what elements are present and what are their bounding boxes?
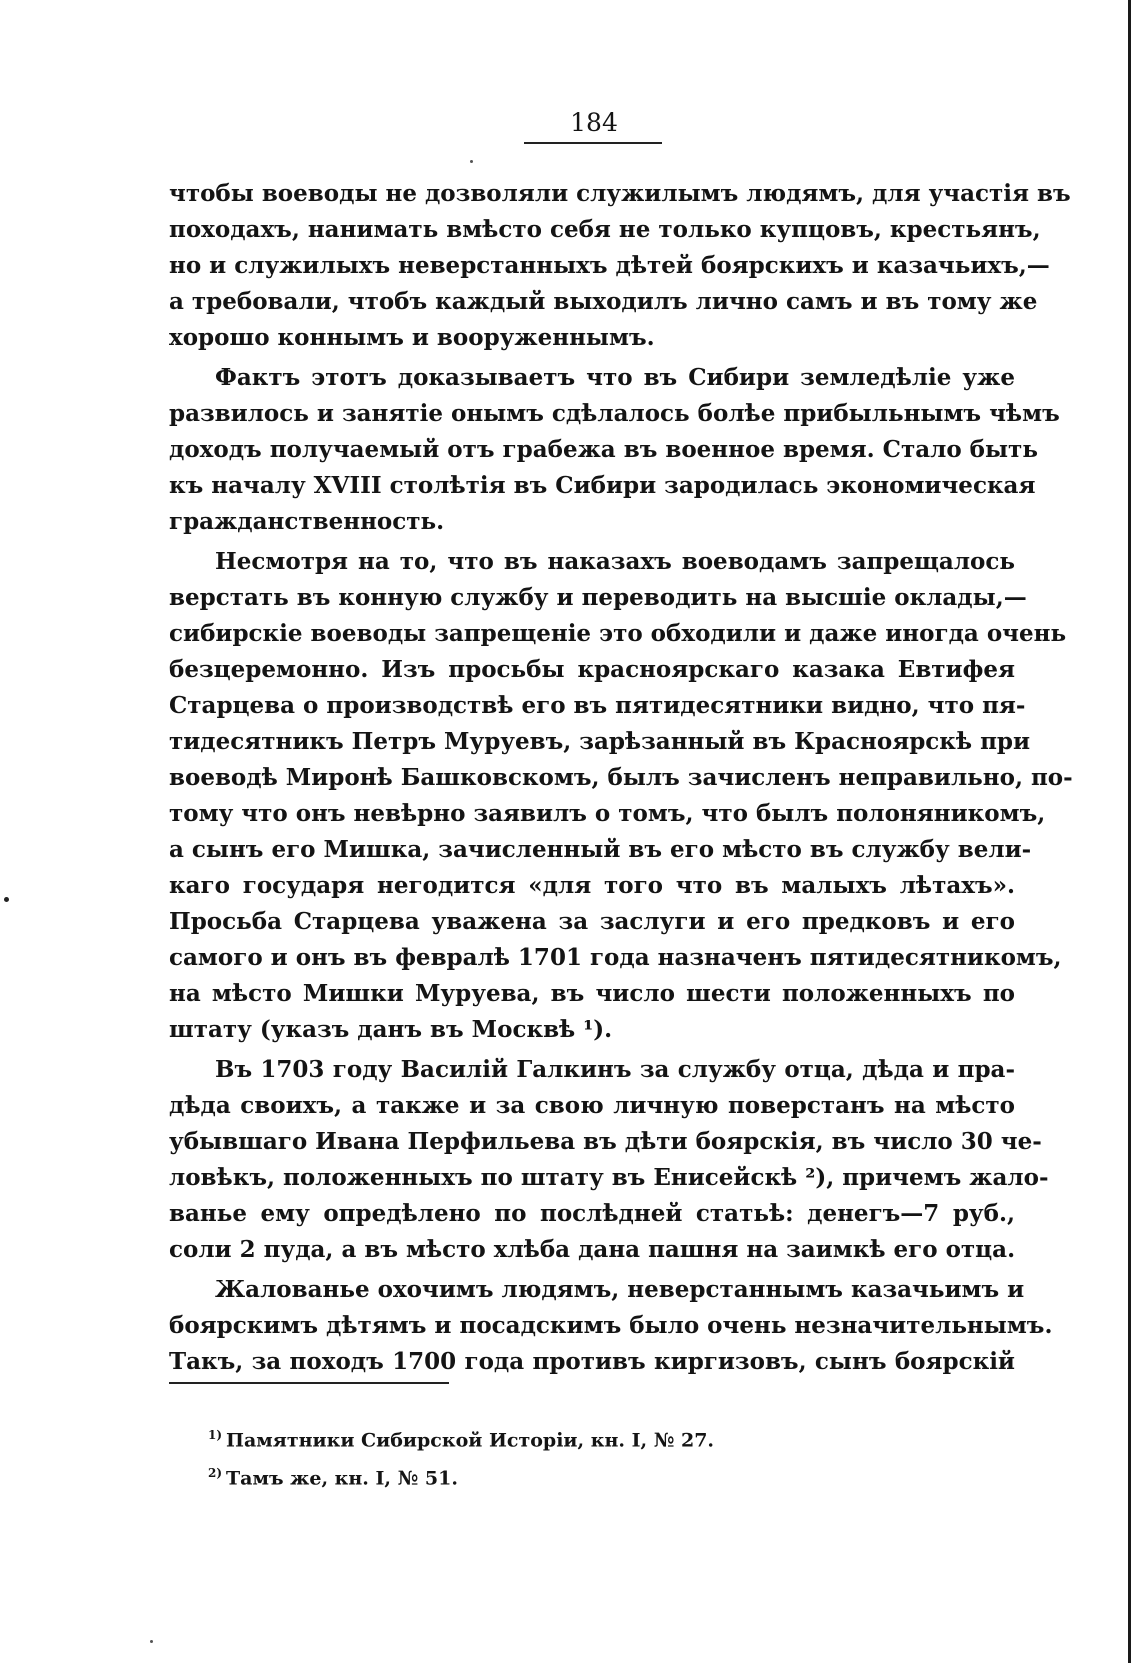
paragraph	[169, 544, 1073, 1048]
footnote-rule	[169, 1382, 449, 1384]
paragraph	[169, 176, 1071, 356]
footnote	[208, 1457, 908, 1495]
paragraph	[169, 1052, 1049, 1268]
text-line: каго государя негодится «для того что въ малыхъ лѣтахъ».	[169, 872, 1015, 899]
footnote-text: Тамъ же, кн. I, № 51.	[226, 1467, 458, 1490]
text-line: безцеремонно. Изъ просьбы красноярскаго казака Евтифея	[169, 656, 1015, 683]
scan-edge-line	[1128, 0, 1131, 1663]
footnote	[208, 1419, 908, 1457]
text-line: но и служилыхъ неверстанныхъ дѣтей боярскихъ и казачьихъ,—	[169, 252, 1050, 279]
text-line: Фактъ этотъ доказываетъ что въ Сибири земледѣліе уже	[215, 364, 1015, 391]
footnote-mark: 2)	[208, 1466, 223, 1481]
paragraph	[169, 1272, 1053, 1380]
text-line: тидесятникъ Петръ Муруевъ, зарѣзанный въ Красноярскѣ при	[169, 728, 1031, 755]
footnotes	[208, 1419, 908, 1496]
scan-speck	[470, 160, 473, 163]
text-line: доходъ получаемый отъ грабежа въ военное время. Стало быть	[169, 436, 1038, 463]
text-line: соли 2 пуда, а въ мѣсто хлѣба дана пашня на заимкѣ его отца.	[169, 1236, 1016, 1263]
page-number: 184	[570, 108, 618, 137]
text-line: Просьба Старцева уважена за заслуги и его предковъ и его	[169, 908, 1015, 935]
text-line: хорошо коннымъ и вооруженнымъ.	[169, 324, 655, 351]
text-line: на мѣсто Мишки Муруева, въ число шести положенныхъ по	[169, 980, 1015, 1007]
text-line: штату (указъ данъ въ Москвѣ ¹).	[169, 1016, 613, 1043]
scan-speck	[150, 1640, 153, 1643]
text-line: Несмотря на то, что въ наказахъ воеводамъ запрещалось	[215, 548, 1015, 575]
text-line: убывшаго Ивана Перфильева въ дѣти боярскія, въ число 30 че-	[169, 1128, 1042, 1155]
text-line: самого и онъ въ февралѣ 1701 года назначенъ пятидесятникомъ,	[169, 944, 1062, 971]
text-line: Въ 1703 году Василій Галкинъ за службу отца, дѣда и пра-	[215, 1056, 1015, 1083]
text-line: боярскимъ дѣтямъ и посадскимъ было очень незначительнымъ.	[169, 1312, 1053, 1339]
margin-mark	[4, 897, 9, 902]
text-line: чтобы воеводы не дозволяли служилымъ людямъ, для участія въ	[169, 180, 1071, 207]
text-line: ловѣкъ, положенныхъ по штату въ Енисейскѣ ²), причемъ жало-	[169, 1164, 1049, 1191]
text-line: къ началу XVIII столѣтія въ Сибири зародилась экономическая	[169, 472, 1036, 499]
text-line: ванье ему опредѣлено по послѣдней статьѣ: денегъ—7 руб.,	[169, 1200, 1015, 1227]
text-line: Жалованье охочимъ людямъ, неверстаннымъ казачьимъ и	[215, 1276, 1025, 1303]
body-text	[169, 176, 1073, 1380]
text-line: развилось и занятіе онымъ сдѣлалось болѣе прибыльнымъ чѣмъ	[169, 400, 1060, 427]
text-line: а требовали, чтобъ каждый выходилъ лично самъ и въ тому же	[169, 288, 1038, 315]
paragraph	[169, 360, 1060, 540]
text-line: Старцева о производствѣ его въ пятидесятники видно, что пя-	[169, 692, 1026, 719]
text-line: верстать въ конную службу и переводить на высшіе оклады,—	[169, 584, 1027, 611]
text-line: Такъ, за походъ 1700 года противъ киргизовъ, сынъ боярскій	[169, 1348, 1015, 1375]
text-line: дѣда своихъ, а также и за свою личную поверстанъ на мѣсто	[169, 1092, 1015, 1119]
footnote-text: Памятники Сибирской Исторіи, кн. I, № 27.	[226, 1429, 715, 1452]
text-line: а сынъ его Мишка, зачисленный въ его мѣсто въ службу вели-	[169, 836, 1032, 863]
text-line: тому что онъ невѣрно заявилъ о томъ, что былъ полоняникомъ,	[169, 800, 1046, 827]
text-line: гражданственность.	[169, 508, 445, 535]
text-line: воеводѣ Миронѣ Башковскомъ, былъ зачисленъ неправильно, по-	[169, 764, 1073, 791]
text-line: сибирскіе воеводы запрещеніе это обходили и даже иногда очень	[169, 620, 1067, 647]
text-line: походахъ, нанимать вмѣсто себя не только купцовъ, крестьянъ,	[169, 216, 1041, 243]
footnote-mark: 1)	[208, 1428, 223, 1442]
page-number-rule	[524, 142, 662, 144]
